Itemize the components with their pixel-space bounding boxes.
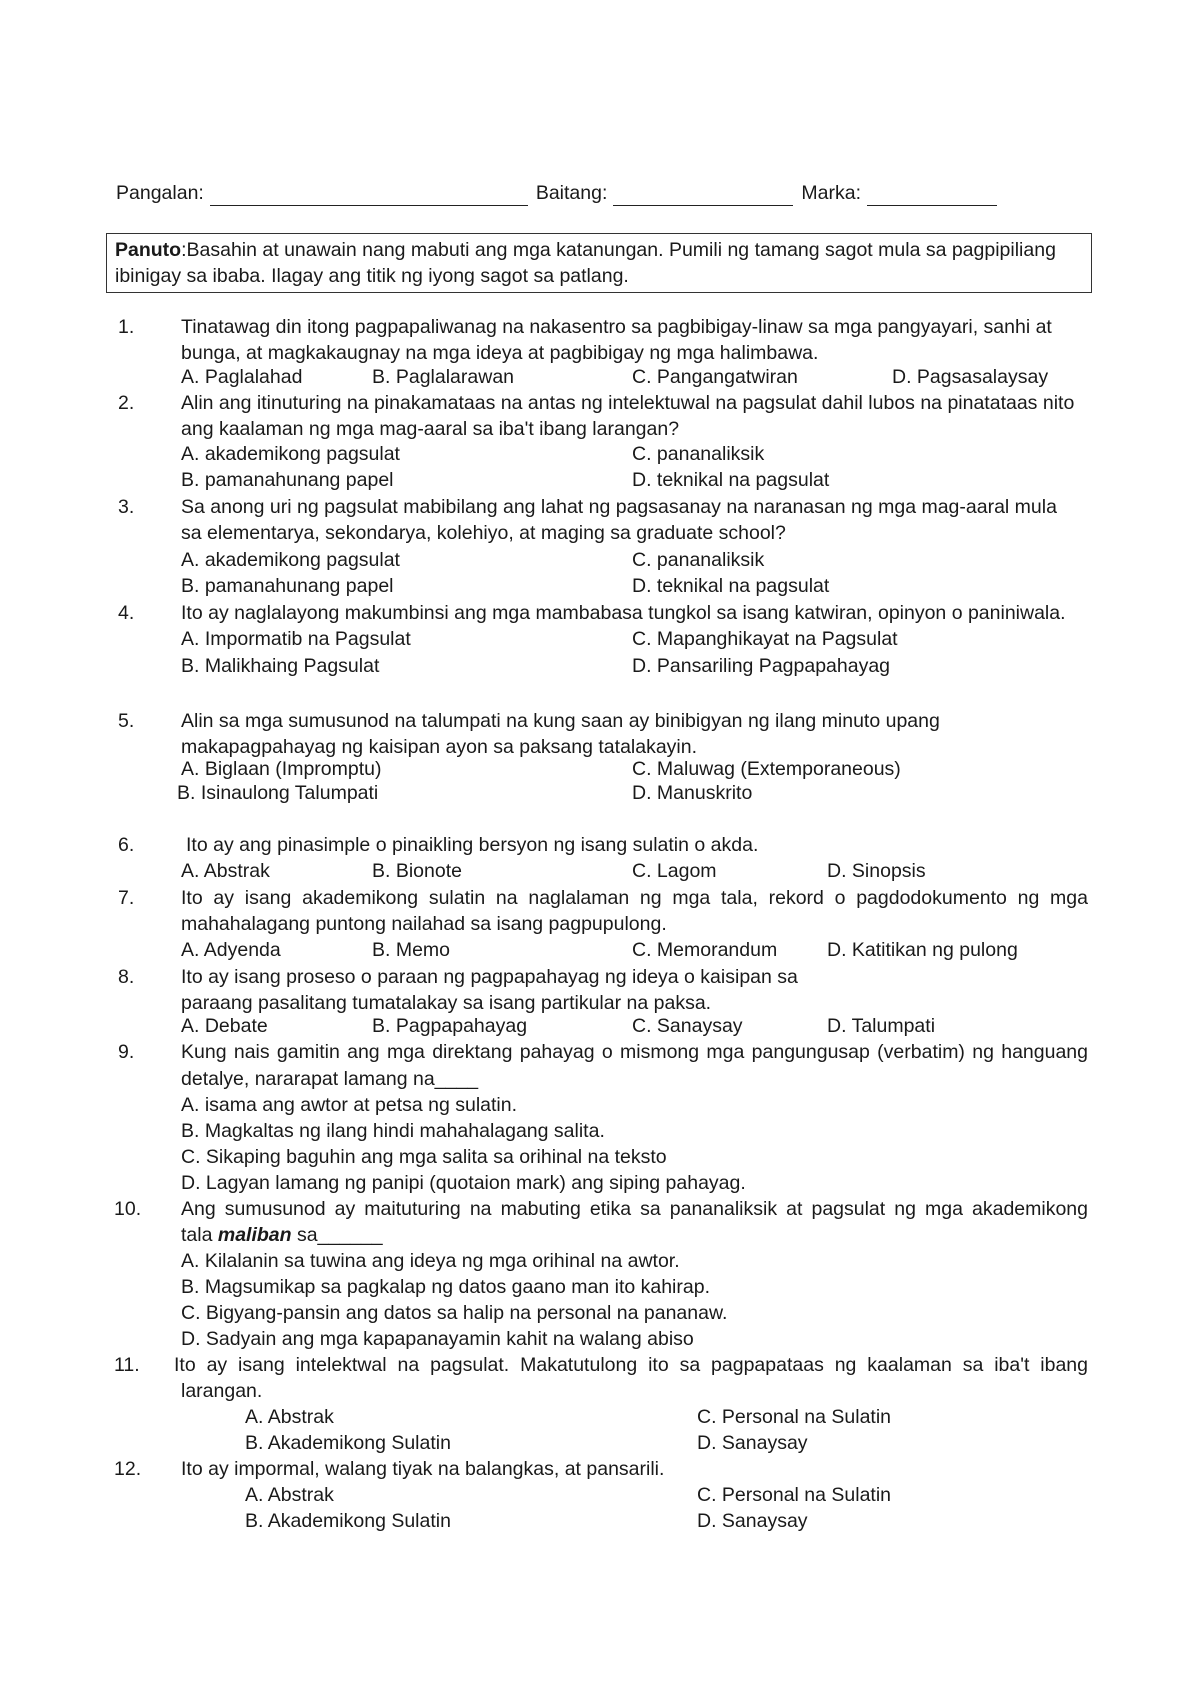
instructions-text-2: ibinigay sa ibaba. Ilagay ang titik ng iyong sagot sa patlang. [115,265,629,287]
answer-option: C. Pangangatwiran [632,366,798,388]
answer-option: C. Sikaping baguhin ang mga salita sa orihinal na teksto [181,1146,667,1168]
question-text: mahahalagang puntong nailahad sa isang pagpupulong. [181,913,667,935]
answer-option: D. Manuskrito [632,782,753,804]
answer-option: C. Personal na Sulatin [697,1484,892,1506]
answer-option: D. Pansariling Pagpapahayag [632,655,891,677]
answer-option: D. teknikal na pagsulat [632,575,830,597]
answer-option: A. akademikong pagsulat [181,443,400,465]
answer-option: C. Bigyang-pansin ang datos sa halip na personal na pananaw. [181,1302,728,1324]
answer-option: B. Malikhaing Pagsulat [181,655,380,677]
score-blank[interactable] [867,185,997,206]
answer-option: C. Mapanghikayat na Pagsulat [632,628,898,650]
student-info-line [116,180,1016,206]
question-number: 6. [118,834,135,856]
question-number: 2. [118,392,135,414]
question-number: 1. [118,316,135,338]
question-text: Alin sa mga sumusunod na talumpati na kung saan ay binibigyan ng ilang minuto upang [181,710,940,732]
question-text-part: tala [181,1224,218,1246]
answer-option: B. Akademikong Sulatin [245,1510,451,1532]
answer-option: D. Katitikan ng pulong [827,939,1018,961]
answer-option: B. Akademikong Sulatin [245,1432,451,1454]
question-text: larangan. [181,1380,263,1402]
grade-blank[interactable] [613,185,793,206]
answer-option: D. Sadyain ang mga kapapanayamin kahit na walang abiso [181,1328,694,1350]
answer-option: A. Debate [181,1015,268,1037]
answer-option: C. Sanaysay [632,1015,743,1037]
question-text: sa elementarya, sekondarya, kolehiyo, at maging sa graduate school? [181,522,786,544]
question-text: Sa anong uri ng pagsulat mabibilang ang lahat ng pagsasanay na naranasan ng mga mag-aaral mula [181,496,1057,518]
question-number: 11. [114,1354,140,1376]
score-label: Marka: [801,182,861,204]
question-text: Tinatawag din itong pagpapaliwanag na nakasentro sa pagbibigay-linaw sa mga pangyayari, sanhi at [181,316,1052,338]
answer-option: C. pananaliksik [632,443,765,465]
question-number: 7. [118,887,135,909]
answer-option: B. Pagpapahayag [372,1015,528,1037]
answer-option: D. Sinopsis [827,860,926,882]
answer-option: A. akademikong pagsulat [181,549,400,571]
question-number: 10. [114,1198,142,1220]
question-text: Kung nais gamitin ang mga direktang pahayag o mismong mga pangungusap (verbatim) ng hanguang [181,1041,1088,1063]
answer-option: A. Abstrak [245,1484,334,1506]
question-text: Ito ay naglalayong makumbinsi ang mga mambabasa tungkol sa isang katwiran, opinyon o paniniwala. [181,602,1066,624]
question-text: bunga, at magkakaugnay na mga ideya at pagbibigay ng mga halimbawa. [181,342,819,364]
question-number: 9. [118,1041,135,1063]
question-text: Alin ang itinuturing na pinakamataas na antas ng intelektuwal na pagsulat dahil lubos na pinatataas nito [181,392,1075,414]
question-text: Ito ay impormal, walang tiyak na balangkas, at pansarili. [181,1458,665,1480]
name-blank[interactable] [210,185,528,206]
grade-label: Baitang: [535,182,608,204]
question-number: 4. [118,602,135,624]
question-text: makapagpahayag ng kaisipan ayon sa paksang tatalakayin. [181,736,698,758]
answer-option: C. Lagom [632,860,717,882]
instructions-text-1: :Basahin at unawain nang mabuti ang mga katanungan. Pumili ng tamang sagot mula sa pagpipiliang [181,239,1056,261]
answer-option: D. Pagsasalaysay [892,366,1049,388]
question-text: paraang pasalitang tumatalakay sa isang partikular na paksa. [181,992,712,1014]
answer-option: D. Talumpati [827,1015,936,1037]
question-text: Ito ay isang akademikong sulatin na naglalaman ng mga tala, rekord o pagdodokumento ng mga [181,887,1088,909]
answer-option: D. Sanaysay [697,1432,808,1454]
question-number: 5. [118,710,135,732]
question-text-part: sa______ [291,1224,383,1246]
answer-option: C. pananaliksik [632,549,765,571]
answer-option: A. Abstrak [245,1406,334,1428]
answer-option: A. Adyenda [181,939,281,961]
answer-option: B. Magkaltas ng ilang hindi mahahalagang salita. [181,1120,605,1142]
answer-option: D. Lagyan lamang ng panipi (quotaion mark) ang siping pahayag. [181,1172,746,1194]
answer-option: B. Memo [372,939,451,961]
answer-option: D. Sanaysay [697,1510,808,1532]
question-text [181,1222,383,1248]
instructions-box [106,233,1092,293]
answer-option: A. Paglalahad [181,366,303,388]
answer-option: C. Memorandum [632,939,778,961]
answer-option: C. Personal na Sulatin [697,1406,892,1428]
question-text: Ang sumusunod ay maituturing na mabuting etika sa pananaliksik at pagsulat ng mga akademikong [181,1198,1088,1220]
name-label: Pangalan: [116,182,204,204]
answer-option: B. Paglalarawan [372,366,515,388]
question-text: Ito ay ang pinasimple o pinaikling bersyon ng isang sulatin o akda. [186,834,759,856]
answer-option: A. Biglaan (Impromptu) [181,758,382,780]
answer-option: A. Abstrak [181,860,270,882]
instructions-line-1 [115,237,1083,263]
answer-option: B. pamanahunang papel [181,469,394,491]
answer-option: A. Impormatib na Pagsulat [181,628,411,650]
answer-option: A. Kilalanin sa tuwina ang ideya ng mga orihinal na awtor. [181,1250,680,1272]
emphasis-word: maliban [217,1224,292,1246]
answer-option: C. Maluwag (Extemporaneous) [632,758,901,780]
answer-option: A. isama ang awtor at petsa ng sulatin. [181,1094,518,1116]
question-text: Ito ay isang intelektwal na pagsulat. Makatutulong ito sa pagpapataas ng kaalaman sa iba't ibang [174,1354,1088,1376]
answer-option: B. Isinaulong Talumpati [177,782,379,804]
question-text: detalye, nararapat lamang na____ [181,1068,479,1090]
question-text: ang kaalaman ng mga mag-aaral sa iba't ibang larangan? [181,418,680,440]
question-text: Ito ay isang proseso o paraan ng pagpapahayag ng ideya o kaisipan sa [181,966,798,988]
question-number: 8. [118,966,135,988]
question-number: 3. [118,496,135,518]
answer-option: B. Bionote [372,860,462,882]
answer-option: B. Magsumikap sa pagkalap ng datos gaano man ito kahirap. [181,1276,710,1298]
instructions-title: Panuto [115,239,182,261]
answer-option: D. teknikal na pagsulat [632,469,830,491]
question-number: 12. [114,1458,142,1480]
answer-option: B. pamanahunang papel [181,575,394,597]
